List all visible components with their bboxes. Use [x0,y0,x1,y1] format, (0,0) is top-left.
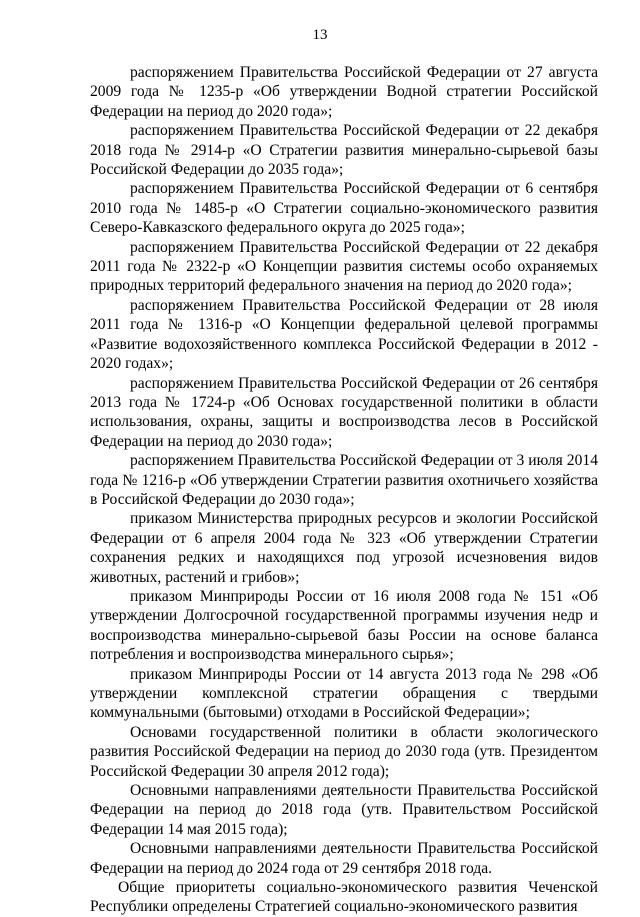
document-paragraph: Общие приоритеты социально-экономического развития Чеченской Республики определены Стратегией социально-экономического развития [90,879,598,916]
document-paragraph: распоряжением Правительства Российской Федерации от 3 июля 2014 года № 1216-р «Об утверждении Стратегии развития охотничьего хозяйства в Российской Федерации до 2030 года»; [90,452,598,508]
document-paragraph: Основными направлениями деятельности Правительства Российской Федерации на период до 2018 года (утв. Правительством Российской Федерации 14 мая 2015 года); [90,782,598,838]
document-paragraph: приказом Минприроды России от 16 июля 2008 года № 151 «Об утверждении Долгосрочной государственной программы изучения недр и воспроизводства минерально-сырьевой базы России на основе баланса потребления и воспроизводства минерального сырья»; [90,587,598,664]
document-paragraph: распоряжением Правительства Российской Федерации от 6 сентября 2010 года № 1485-р «О Стратегии социально-экономического развития Северо-Кавказского федерального округа до 2025 года»; [90,180,598,237]
document-paragraph: распоряжением Правительства Российской Федерации от 27 августа 2009 года № 1235-р «Об утверждении Водной стратегии Российской Федерации на период до 2020 года»; [90,64,598,120]
document-paragraph: распоряжением Правительства Российской Федерации от 28 июля 2011 года № 1316-р «О Концепции федеральной целевой программы «Развитие водохозяйственного комплекса Российской Федерации в 2012 - 2020 годах»; [90,296,598,373]
document-paragraph: приказом Минприроды России от 14 августа 2013 года № 298 «Об утверждении комплексной стратегии обращения с твердыми коммунальными (бытовыми) отходами в Российской Федерации»; [90,665,598,722]
document-paragraph: распоряжением Правительства Российской Федерации от 26 сентября 2013 года № 1724-р «Об Основах государственной политики в области использования, охраны, защиты и воспроизводства лесов в Российской Федерации на период до 2030 года»; [90,374,598,450]
document-paragraph: распоряжением Правительства Российской Федерации от 22 декабря 2011 года № 2322-р «О Концепции развития системы особо охраняемых природных территорий федерального значения на период до 2020 года»; [90,238,598,295]
page-number: 13 [312,27,328,43]
document-paragraph: Основами государственной политики в области экологического развития Российской Федерации на период до 2030 года (утв. Президентом Российской Федерации 30 апреля 2012 года); [90,723,598,780]
document-paragraph: приказом Министерства природных ресурсов и экологии Российской Федерации от 6 апреля 2004 года № 323 «Об утверждении Стратегии сохранения редких и находящихся под угрозой исчезновения видов животных, растений и грибов»; [90,510,598,586]
document-body [90,63,598,917]
document-paragraph: распоряжением Правительства Российской Федерации от 22 декабря 2018 года № 2914-р «О Стратегии развития минерально-сырьевой базы Российской Федерации до 2035 года»; [90,122,598,179]
document-paragraph: Основными направлениями деятельности Правительства Российской Федерации на период до 2024 года от 29 сентября 2018 года. [90,840,598,877]
